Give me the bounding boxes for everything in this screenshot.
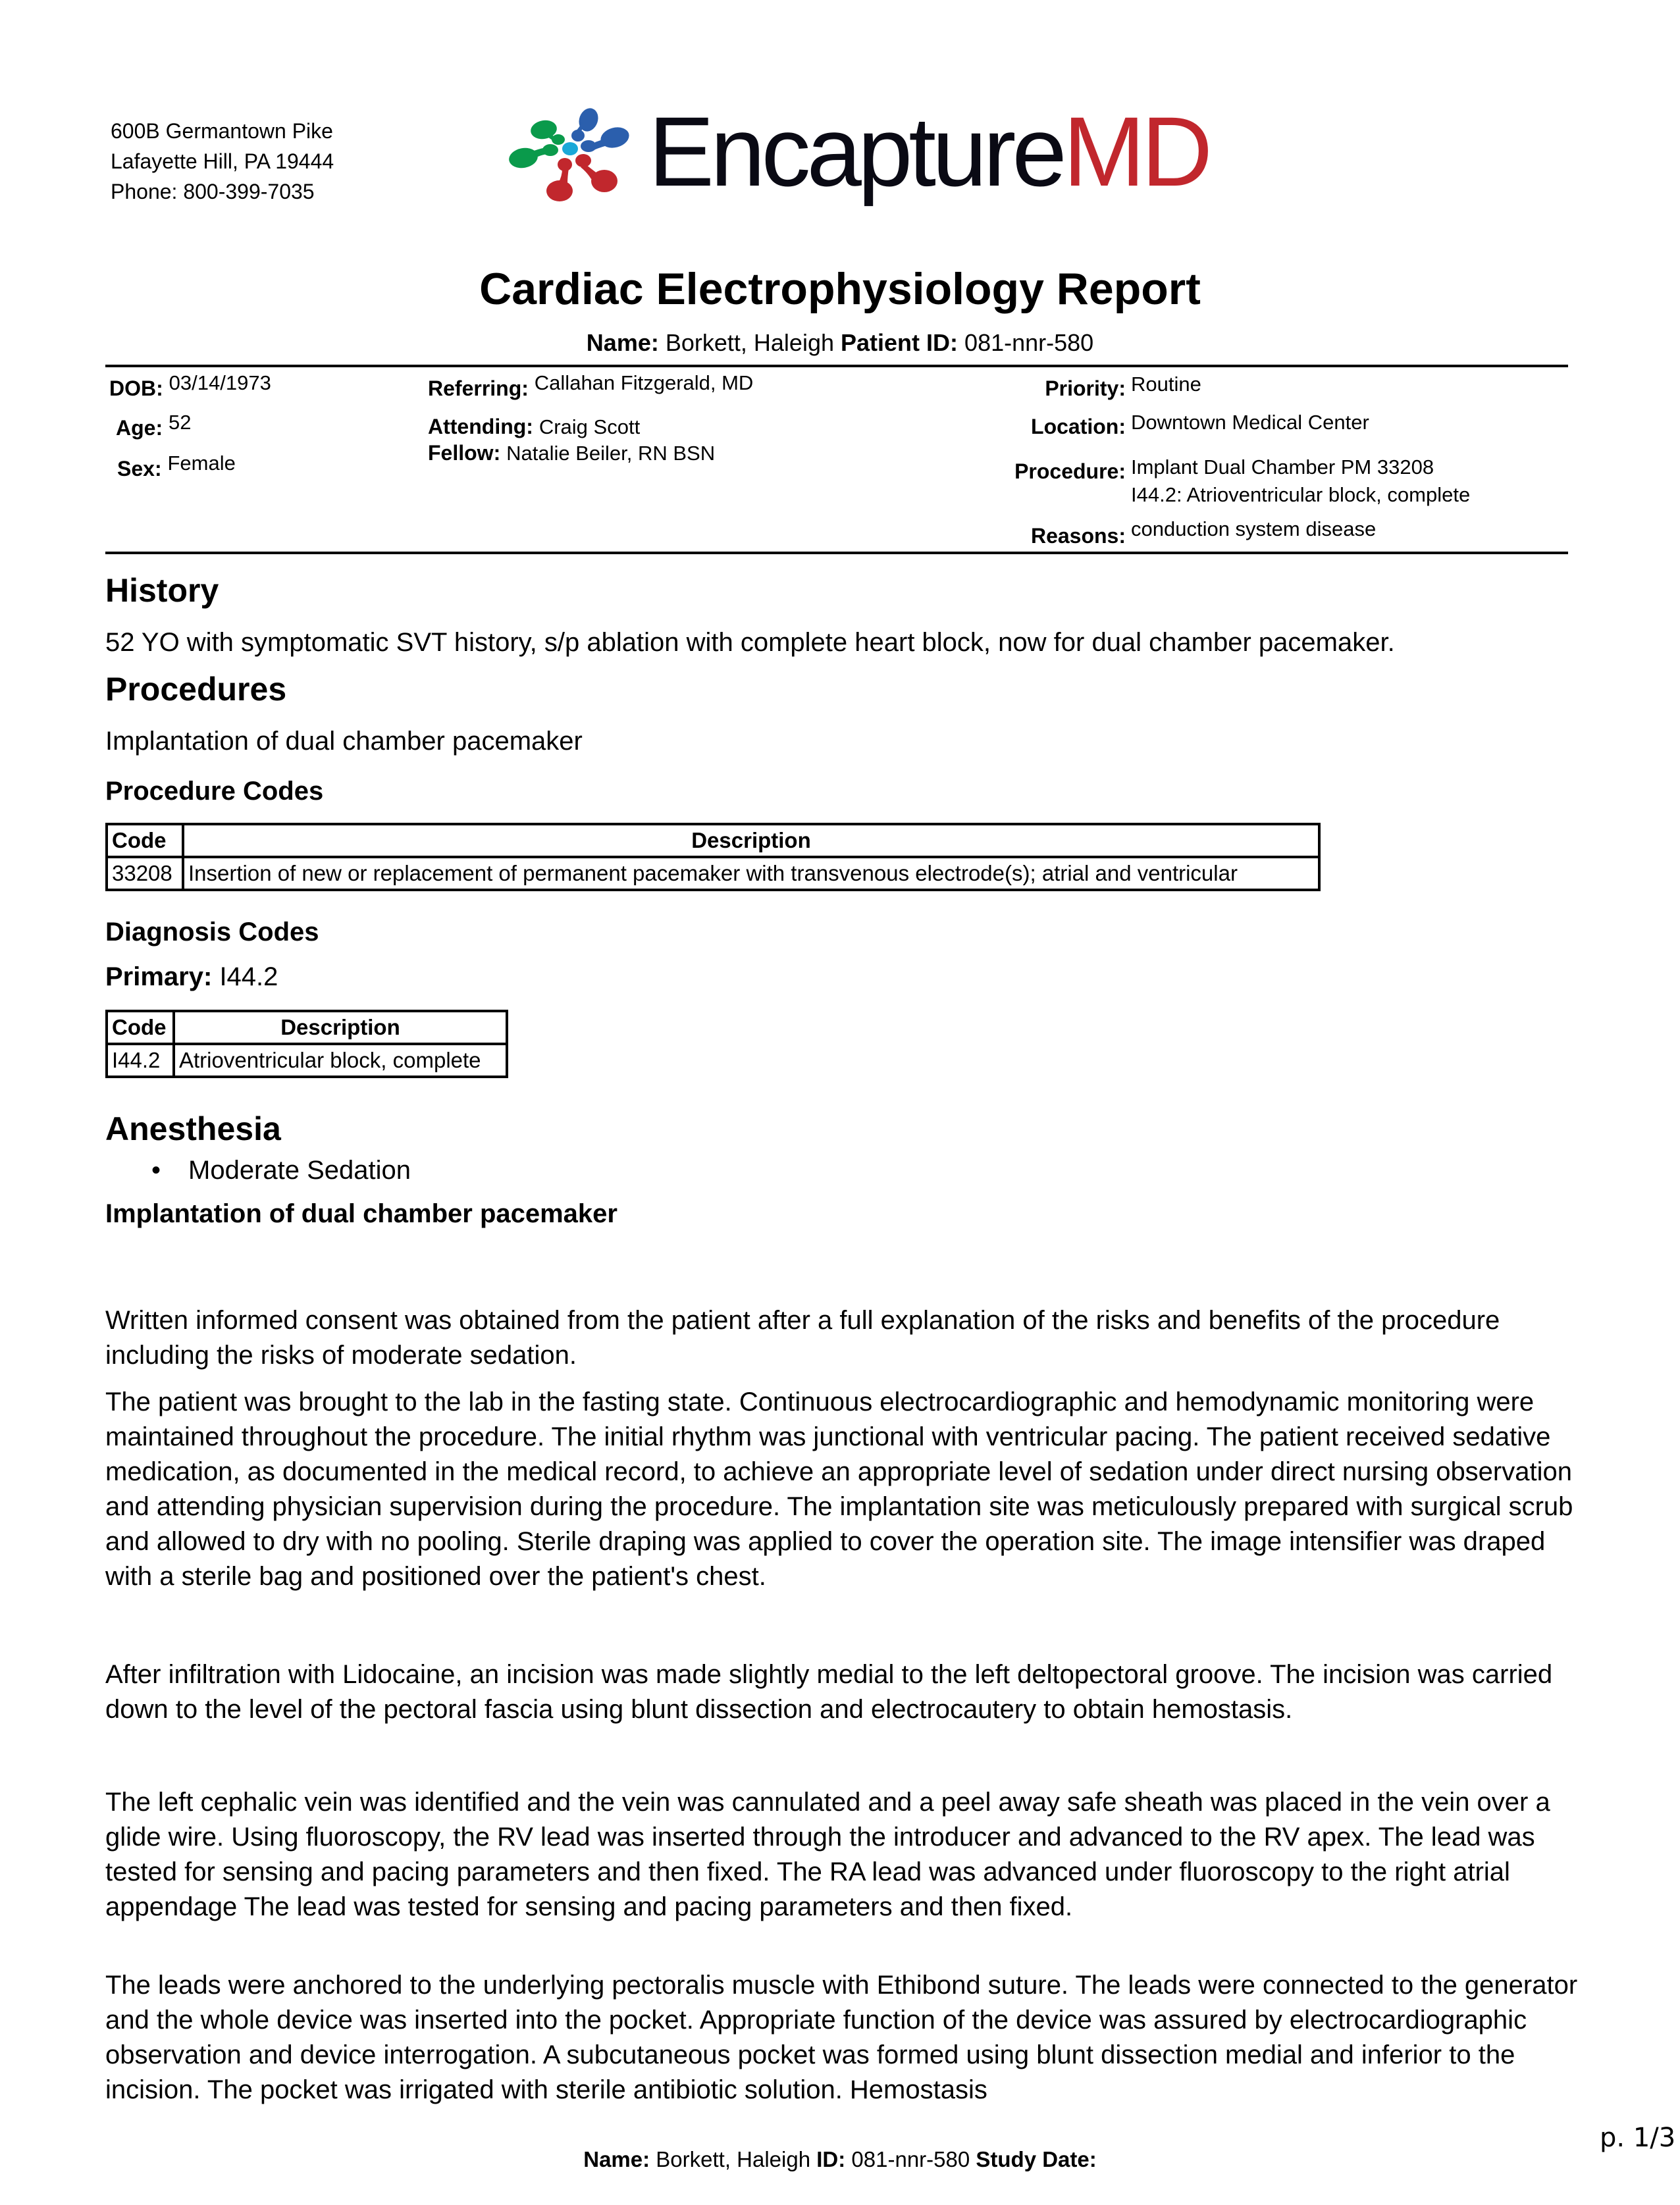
dob-value: 03/14/1973 [169, 371, 271, 394]
column-header-code: Code [107, 824, 183, 857]
procedure-codes-heading: Procedure Codes [105, 777, 324, 806]
referring-value: Callahan Fitzgerald, MD [534, 371, 754, 394]
patient-id: 081-nnr-580 [964, 329, 1094, 356]
patient-name-line [0, 329, 1680, 357]
footer-name-value: Borkett, Haleigh [656, 2147, 811, 2171]
fellow-value: Natalie Beiler, RN BSN [506, 442, 716, 465]
header-top-rule [105, 365, 1568, 367]
procedures-heading: Procedures [105, 671, 287, 708]
implant-heading: Implantation of dual chamber pacemaker [105, 1199, 617, 1228]
brand-logo-text [648, 96, 1209, 207]
table-header-row [107, 824, 1319, 857]
procedures-text: Implantation of dual chamber pacemaker [105, 727, 583, 756]
report-title: Cardiac Electrophysiology Report [479, 264, 1201, 314]
primary-label: Primary: [105, 962, 213, 991]
fellow-label: Fellow: [428, 441, 501, 465]
sex-value: Female [167, 452, 236, 475]
clinic-address [111, 116, 334, 207]
anesthesia-list-item [151, 1156, 411, 1185]
referring-field [428, 371, 754, 401]
column-header-code: Code [107, 1011, 174, 1044]
implant-paragraph-4: The left cephalic vein was identified and the vein was cannulated and a peel away safe sheath was placed in the vein over a glide wire. Using fluoroscopy, the RV lead was inserted through the introducer and advanced to the RV apex. The lead was tested for sensing and pacing parameters and then fixed. The RA lead was advanced under fluoroscopy to the right atrial appendage The lead was tested for sensing and pacing parameters and then fixed. [105, 1788, 1550, 1921]
column-header-description: Description [174, 1011, 507, 1044]
procedure-label: Procedure: [1014, 459, 1126, 483]
sex-label: Sex: [117, 457, 162, 480]
cell-description: Atrioventricular block, complete [174, 1044, 507, 1077]
history-heading: History [105, 572, 219, 609]
dob-field [109, 371, 271, 401]
dob-label: DOB: [109, 376, 163, 400]
history-text: 52 YO with symptomatic SVT history, s/p ablation with complete heart block, now for dual chamber pacemaker. [105, 628, 1395, 657]
address-line-phone: Phone: 800-399-7035 [111, 180, 315, 203]
molecule-logo-icon [506, 105, 637, 204]
sex-field [117, 452, 236, 481]
page-number: p. 1/3 [1600, 2123, 1676, 2153]
table-row [107, 1044, 507, 1077]
age-label: Age: [116, 416, 163, 440]
anesthesia-item: Moderate Sedation [188, 1156, 411, 1185]
age-value: 52 [169, 411, 192, 434]
procedure-value: Implant Dual Chamber PM 33208 [1131, 455, 1434, 479]
diagnosis-codes-heading: Diagnosis Codes [105, 918, 319, 947]
anesthesia-heading: Anesthesia [105, 1110, 281, 1147]
reasons-value: conduction system disease [1131, 517, 1377, 540]
name-label: Name: [586, 329, 659, 356]
priority-label: Priority: [1045, 376, 1126, 400]
header-bottom-rule [105, 552, 1568, 554]
reasons-label: Reasons: [1030, 524, 1126, 548]
implant-paragraph-1: Written informed consent was obtained from the patient after a full explanation of the risks and benefits of the procedure including the risks of moderate sedation. [105, 1306, 1500, 1370]
age-field [116, 411, 192, 440]
footer-id-label: ID: [816, 2147, 846, 2171]
cell-code: I44.2 [107, 1044, 174, 1077]
diagnosis-codes-table [105, 1010, 508, 1078]
patient-name: Borkett, Haleigh [665, 329, 834, 356]
reasons-diagnosis-value: I44.2: Atrioventricular block, complete [1131, 483, 1471, 506]
priority-value: Routine [1131, 373, 1201, 396]
primary-diagnosis [105, 962, 278, 992]
table-row [107, 857, 1319, 890]
footer-id-value: 081-nnr-580 [851, 2147, 970, 2171]
cell-code: 33208 [107, 857, 183, 890]
location-label: Location: [1031, 415, 1126, 438]
footer-name-label: Name: [583, 2147, 650, 2171]
patient-id-label: Patient ID: [841, 329, 958, 356]
address-line-street: 600B Germantown Pike [111, 119, 333, 143]
cell-description: Insertion of new or replacement of permanent pacemaker with transvenous electrode(s); atrial and ventricular [183, 857, 1319, 890]
implant-paragraph-2: The patient was brought to the lab in the fasting state. Continuous electrocardiographic and hemodynamic monitoring were maintained throughout the procedure. The initial rhythm was junctional with ventricular pacing. The patient received sedative medication, as documented in the medical record, to achieve an appropriate level of sedation under direct nursing observation and attending physician supervision during the procedure. The implantation site was meticulously prepared with surgical scrub and allowed to dry with no pooling. Sterile draping was applied to cover the operation site. The image intensifier was draped with a sterile bag and positioned over the patient's chest. [105, 1388, 1573, 1591]
fellow-field [428, 441, 715, 465]
procedure-codes-table [105, 823, 1321, 891]
location-value: Downtown Medical Center [1131, 411, 1369, 434]
implant-paragraph-3: After infiltration with Lidocaine, an incision was made slightly medial to the left deltopectoral groove. The incision was carried down to the level of the pectoral fascia using blunt dissection and electrocautery to obtain hemostasis. [105, 1660, 1553, 1724]
address-line-city: Lafayette Hill, PA 19444 [111, 149, 334, 173]
referring-label: Referring: [428, 376, 529, 400]
footer-study-date-label: Study Date: [976, 2147, 1097, 2171]
brand-name-accent: MD [1063, 96, 1209, 207]
column-header-description: Description [183, 824, 1319, 857]
brand-name-main: Encapture [648, 96, 1063, 207]
table-header-row [107, 1011, 507, 1044]
implant-paragraph-5: The leads were anchored to the underlying pectoralis muscle with Ethibond suture. The leads were connected to the generator and the whole device was inserted into the pocket. Appropriate function of the device was assured by electrocardiographic observation and device interrogation. A subcutaneous pocket was formed using blunt dissection medial and inferior to the incision. The pocket was irrigated with sterile antibiotic solution. Hemostasis [105, 1971, 1578, 2104]
page-footer [0, 2147, 1680, 2172]
primary-value: I44.2 [219, 962, 278, 991]
bullet-icon: • [151, 1156, 161, 1185]
attending-label: Attending: [428, 415, 533, 438]
attending-value: Craig Scott [538, 415, 641, 438]
attending-field [428, 415, 640, 439]
